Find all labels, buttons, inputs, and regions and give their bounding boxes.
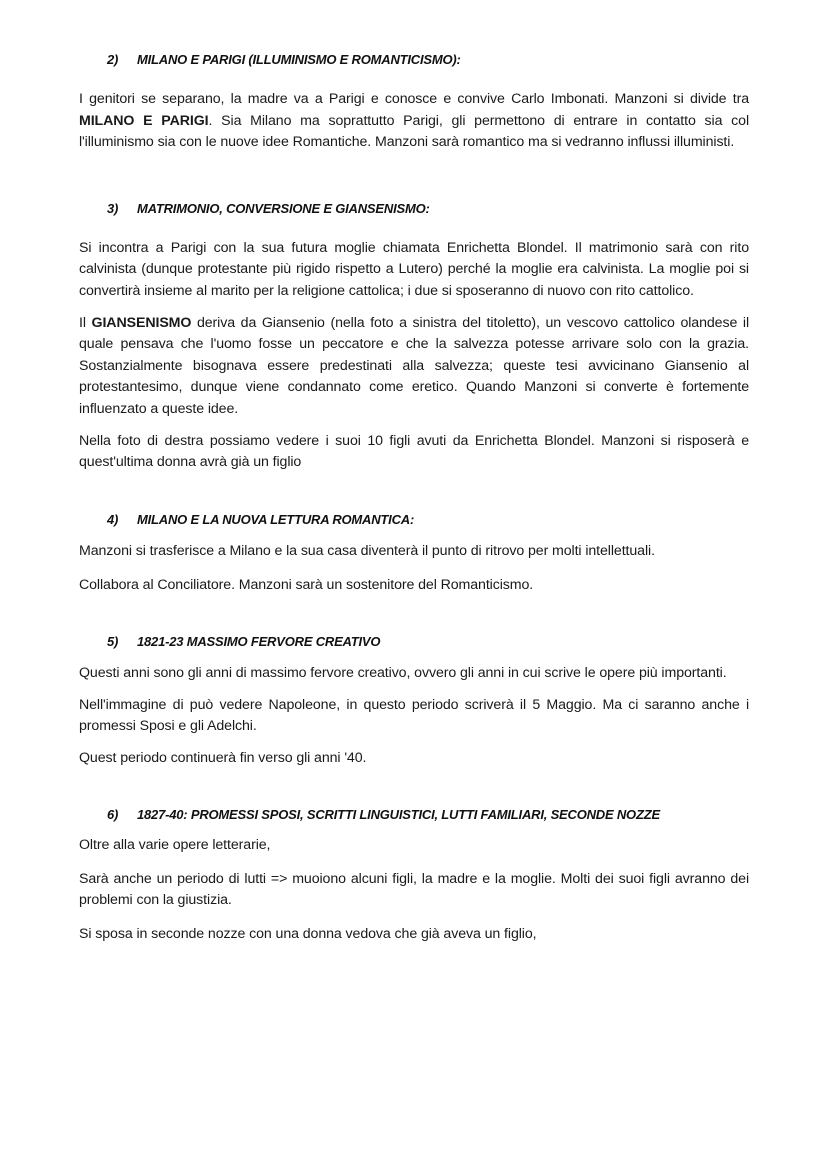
- section-heading-2: [79, 52, 749, 67]
- section-number: 6): [107, 807, 119, 823]
- text-run: Il: [79, 314, 92, 331]
- section-title: 1821-23 MASSIMO FERVORE CREATIVO: [137, 633, 381, 649]
- paragraph: Oltre alla varie opere letterarie,: [79, 837, 271, 854]
- section-title: MATRIMONIO, CONVERSIONE E GIANSENISMO:: [137, 200, 430, 216]
- section-number: 3): [107, 200, 119, 216]
- section-title: 1827-40: PROMESSI SPOSI, SCRITTI LINGUISTICI, LUTTI FAMILIARI, SECONDE NOZZE: [137, 807, 660, 823]
- section-heading-6: [79, 807, 749, 822]
- paragraph: Nella foto di destra possiamo vedere i suoi 10 figli avuti da Enrichetta Blondel. Manzoni si risposerà e quest'ultima donna avrà già un figlio: [79, 432, 749, 471]
- document-body: [79, 52, 749, 946]
- paragraph: [79, 89, 749, 154]
- text-run: I genitori se separano, la madre va a Parigi e conosce e convive Carlo Imbonati. Manzoni si divide tra: [79, 91, 749, 107]
- text-run: deriva da Giansenio (nella foto a sinistra del titoletto), un vescovo cattolico olandese il quale pensava che l'uomo fosse un peccatore e che la salvezza potesse arrivare solo con la grazia. Sostanzialmente bisognava essere predestinati alla salvezza; queste tesi avvicinano Giansenio al protestantesimo, dunque viene condannato come eretico. Quando Manzoni si converte è fortemente influenzato a queste idee.: [79, 314, 749, 417]
- section-heading-3: [79, 201, 749, 216]
- paragraph: Quest periodo continuerà fin verso gli anni '40.: [79, 749, 367, 766]
- section-number: 4): [107, 511, 119, 527]
- section-heading-4: [79, 512, 749, 527]
- section-number: 2): [107, 52, 119, 67]
- paragraph: Manzoni si trasferisce a Milano e la sua casa diventerà il punto di ritrovo per molti intellettuali.: [79, 542, 655, 559]
- paragraph: Collabora al Conciliatore. Manzoni sarà un sostenitore del Romanticismo.: [79, 577, 534, 594]
- section-number: 5): [107, 633, 119, 649]
- section-title: MILANO E PARIGI (ILLUMINISMO E ROMANTICISMO):: [137, 52, 461, 67]
- paragraph: Nell'immagine di può vedere Napoleone, in questo periodo scriverà il 5 Maggio. Ma ci saranno anche i promessi Sposi e gli Adelchi.: [79, 696, 749, 735]
- bold-term: MILANO E PARIGI: [79, 112, 209, 129]
- paragraph: Sarà anche un periodo di lutti => muoiono alcuni figli, la madre e la moglie. Molti dei suoi figli avranno dei problemi con la giustizia.: [79, 870, 749, 909]
- bold-term: GIANSENISMO: [91, 314, 192, 331]
- paragraph: [79, 313, 749, 421]
- paragraph: Questi anni sono gli anni di massimo fervore creativo, ovvero gli anni in cui scrive le opere più importanti.: [79, 664, 727, 681]
- text-run: . Sia Milano ma soprattutto Parigi, gli permettono di entrare in contatto sia col l'illuminismo sia con le nuove idee Romantiche. Manzoni sarà romantico ma si vedranno influssi illuministi.: [79, 112, 749, 151]
- section-title: MILANO E LA NUOVA LETTURA ROMANTICA:: [137, 511, 415, 527]
- section-heading-5: [79, 634, 749, 649]
- paragraph: Si incontra a Parigi con la sua futura moglie chiamata Enrichetta Blondel. Il matrimonio sarà con rito calvinista (dunque protestante più rigido rispetto a Lutero) perché la moglie era calvinista. La moglie poi si convertirà insieme al marito per la religione cattolica; i due si sposeranno di nuovo con rito cattolico.: [79, 239, 749, 299]
- paragraph: Si sposa in seconde nozze con una donna vedova che già aveva un figlio,: [79, 926, 537, 943]
